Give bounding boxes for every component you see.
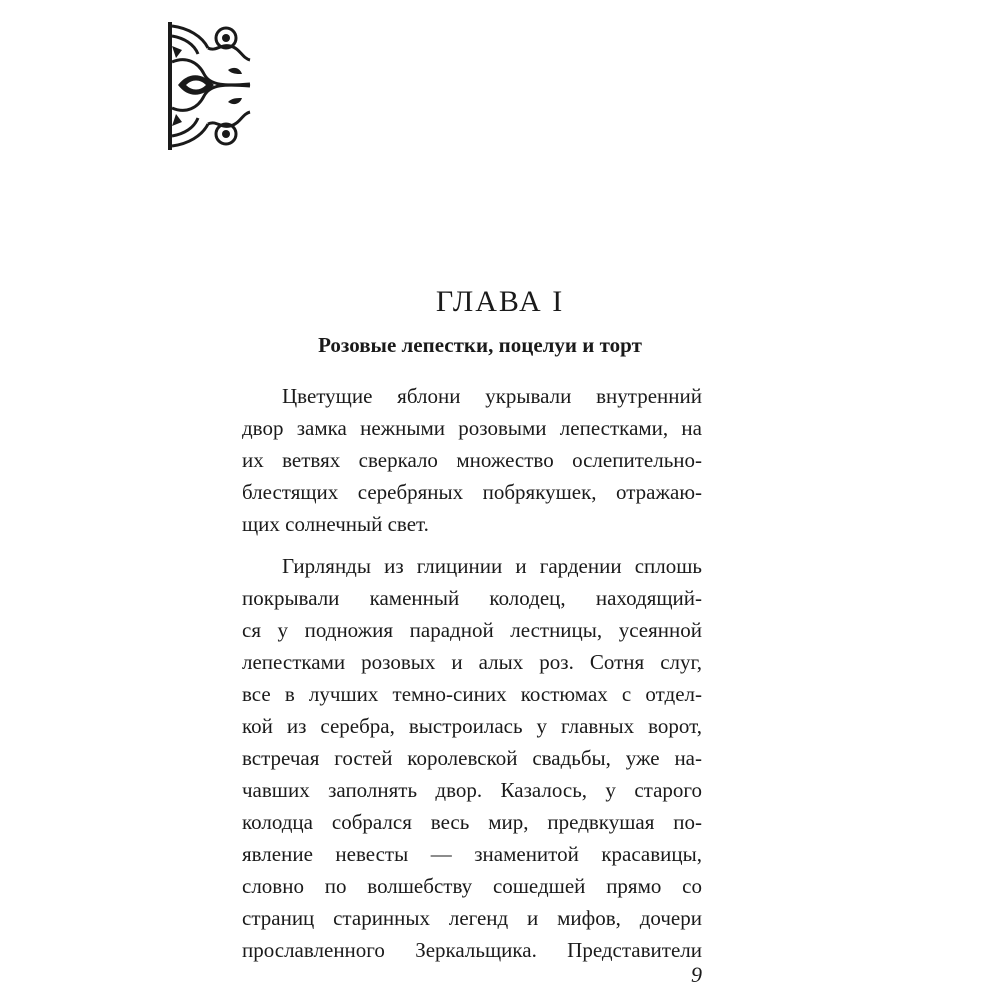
text-line: Цветущие яблони укрывали внутренний [282, 384, 702, 408]
paragraph [242, 550, 702, 966]
text-line: явление невесты — знаменитой красавицы, [242, 842, 702, 866]
chapter-title: ГЛАВА I [435, 285, 565, 318]
text-line: щих солнечный свет. [242, 512, 429, 536]
text-line: их ветвях сверкало множество ослепительно- [242, 448, 702, 472]
text-line: чавших заполнять двор. Казалось, у старого [242, 778, 702, 802]
text-line: колодца собрался весь мир, предвкушая по- [242, 810, 702, 834]
text-line: словно по волшебству сошедшей прямо со [242, 874, 702, 898]
text-line: двор замка нежными розовыми лепестками, на [242, 416, 702, 440]
paragraph [242, 380, 702, 540]
text-line: лепестками розовых и алых роз. Сотня слуг, [242, 650, 702, 674]
text-line: покрывали каменный колодец, находящий- [242, 586, 702, 610]
text-line: страниц старинных легенд и мифов, дочери [242, 906, 702, 930]
page-number: 9 [691, 962, 702, 987]
text-line: Гирлянды из глицинии и гардении сплошь [282, 554, 702, 578]
chapter-body [242, 380, 702, 966]
text-line: кой из серебра, выстроилась у главных ворот, [242, 714, 702, 738]
text-line: ся у подножия парадной лестницы, усеянной [242, 618, 702, 642]
text-line: встречая гостей королевской свадьбы, уже на- [242, 746, 702, 770]
text-line: все в лучших темно-синих костюмах с отдел- [242, 682, 702, 706]
chapter-subtitle: Розовые лепестки, поцелуи и торт [318, 333, 642, 357]
text-line: прославленного Зеркальщика. Представители [242, 938, 702, 962]
text-line: блестящих серебряных побрякушек, отражаю- [242, 480, 702, 504]
corner-ornament-icon [168, 22, 254, 150]
